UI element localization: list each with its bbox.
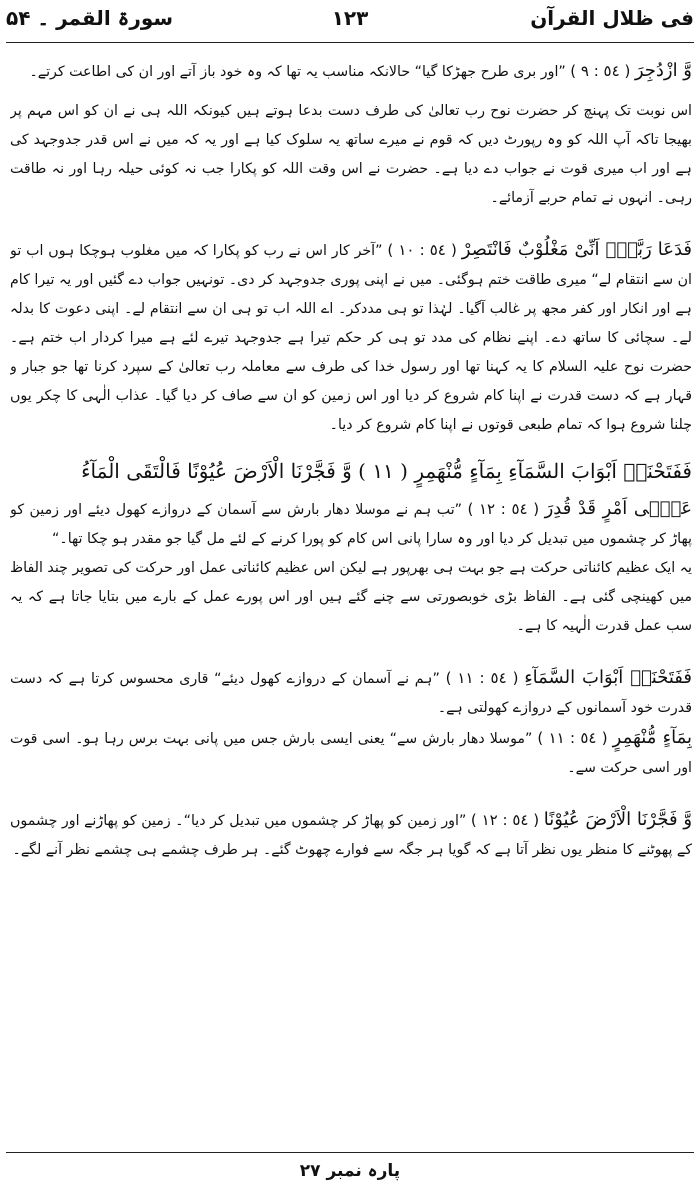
verse-reference: ( ٥٤ : ١٢ ) (470, 811, 540, 829)
quranic-verse-line: فَفَتَحْنَاۤ اَبْوَابَ السَّمَآءِ بِمَآءٍ مُّنْهَمِرٍ ( ١١ ) وَّ فَجَّرْنَا الْاَرْضَ عُیُوْنًا فَالْتَقَى الْمَآءُ (81, 459, 692, 483)
paragraph-2 (10, 97, 692, 213)
quranic-verse: بِمَآءٍ مُّنْهَمِرٍ (612, 727, 692, 748)
paragraph-text: ”اور بری طرح جھڑکا گیا“ حالانکہ مناسب یہ تھا کہ وہ خود باز آتے اور ان کی اطاعت کرتے۔ (29, 64, 566, 80)
quranic-verse: عَلٰۤى اَمْرٍ قَدْ قُدِرَ (544, 498, 692, 519)
paragraph-text: اس نوبت تک پہنچ کر حضرت نوح رب تعالیٰ کی طرف دست بدعا ہوتے ہیں کیونکہ اللہ ہی نے ان کو اس مہم پر بھیجا تاکہ آپ اللہ کو وہ رپورٹ دیں کہ قوم نے میرے ساتھ یہ سلوک کیا ہے اور یہ کہ میں نے اس قدر جدوجہد کی ہے اور اب میری قوت نے جواب دے دیا ہے۔ حضرت نے اس وقت اللہ کو پکارا جب نہ کوئی حیلہ رہا اور نہ طاقت رہی۔ انہوں نے تمام حربے آزمائے۔ (10, 103, 692, 206)
surah-label: سورۃ القمر ۔ ۵۴ (6, 6, 174, 30)
footer-divider (6, 1152, 694, 1153)
quranic-verse: فَدَعَا رَبَّهٗۤ اَنِّیْ مَغْلُوْبٌ فَانْتَصِرْ (461, 239, 692, 260)
paragraph-7 (10, 723, 692, 783)
quranic-verse: فَفَتَحْنَاۤ اَبْوَابَ السَّمَآءِ (524, 667, 692, 688)
header-divider (6, 42, 694, 43)
book-title: فی ظلال القرآن (530, 6, 694, 30)
paragraph-text: ”آخر کار اس نے رب کو پکارا کہ میں مغلوب ہوچکا ہوں اب تو ان سے انتقام لے“ میری طاقت ختم ہوگئی۔ میں نے اپنی پوری جدوجہد کر دی۔ تونہیں جواب دے گئیں اور یہ تیرا کام ہے اور انکار اور کفر مجھ پر غالب آگیا۔ لہٰذا تو ہی مددکر۔ اے اللہ اب تو ہی ان سے انتقام لے۔ اپنی دعوت کا بدلہ لے۔ سچائی کا ساتھ دے۔ اپنے نظام کی مدد تو ہی کر حکم تیرا ہے جدوجہد تیرے لئے ہے میرا کردار اب ختم ہے۔ حضرت نوح علیہ السلام کا یہ کہنا تھا اور رسول خدا کی طرف سے معاملہ رب تعالیٰ کے سپرد کرنا تھا جو جبار و قہار ہے کہ دست قدرت نے اپنا کام شروع کر دیا اور اس زمین کو ان سے صاف کر دیا گیا۔ عذاب الٰہی کا چکر یوں چلنا شروع ہوا کہ تمام طبعی قوتوں نے اپنا کام شروع کر دیا۔ (10, 243, 692, 433)
paragraph-3 (10, 235, 692, 440)
verse-reference: ( ٥٤ : ١٢ ) (467, 500, 540, 518)
verse-reference: ( ٥٤ : ١١ ) (537, 729, 608, 747)
paragraph-text: ”موسلا دھار بارش سے“ یعنی ایسی بارش جس میں پانی بہت برس رہا ہو۔ اسی قوت اور اسی حرکت سے۔ (10, 731, 692, 776)
paragraph-6 (10, 663, 692, 723)
verse-reference: ( ٥٤ : ١٠ ) (387, 241, 457, 259)
paragraph-1 (10, 56, 692, 87)
paragraph-4 (10, 494, 692, 554)
verse-reference: ( ٥٤ : ٩ ) (570, 62, 631, 80)
verse-reference: ( ٥٤ : ١١ ) (445, 669, 519, 687)
paragraph-5 (10, 554, 692, 641)
paragraph-text: ”اور زمین کو پھاڑ کر چشموں میں تبدیل کر دیا“۔ زمین کو پھاڑنے اور چشموں کے پھوٹنے کا منظر یوں نظر آتا ہے کہ گویا ہر جگہ سے فوارے چھوٹ گئے۔ ہر طرف چشمے ہی چشمے نظر آنے لگے۔ (10, 813, 692, 858)
para-number-footer: پارہ نمبر ۲۷ (299, 1161, 401, 1181)
paragraph-text: ”ہم نے آسمان کے دروازے کھول دیئے“ قاری محسوس کرتا ہے کہ دست قدرت خود آسمانوں کے دروازے کھولتی ہے۔ (10, 671, 692, 716)
quranic-verse: وَّ ازْدُجِرَ (634, 60, 692, 81)
page-header (6, 4, 694, 38)
paragraph-text: یہ ایک عظیم کائناتی حرکت ہے جو بہت ہی بھرپور ہے لیکن اس عظیم کائناتی عمل اور حرکت کی تصویر چند الفاظ میں کھینچی گئی ہے۔ الفاظ بڑی خوبصورتی سے چنے گئے ہیں اور اس پورے عمل کے بارے میں بتایا جاتا ہے کہ یہ سب عمل قدرت الٰہیہ کا ہے۔ (10, 560, 692, 634)
paragraph-text: ”تب ہم نے موسلا دھار بارش سے آسمان کے دروازے کھول دیئے اور زمین کو پھاڑ کر چشموں میں تبدیل کر دیا اور وہ سارا پانی اس کام کو پورا کرنے کے لئے مل گیا جو مقدر ہو چکا تھا۔“ (10, 502, 692, 547)
quranic-verse: وَّ فَجَّرْنَا الْاَرْضَ عُیُوْنًا (543, 809, 692, 830)
page-number: ۱۲۳ (331, 6, 369, 30)
page-body (10, 56, 692, 1148)
paragraph-8 (10, 805, 692, 865)
